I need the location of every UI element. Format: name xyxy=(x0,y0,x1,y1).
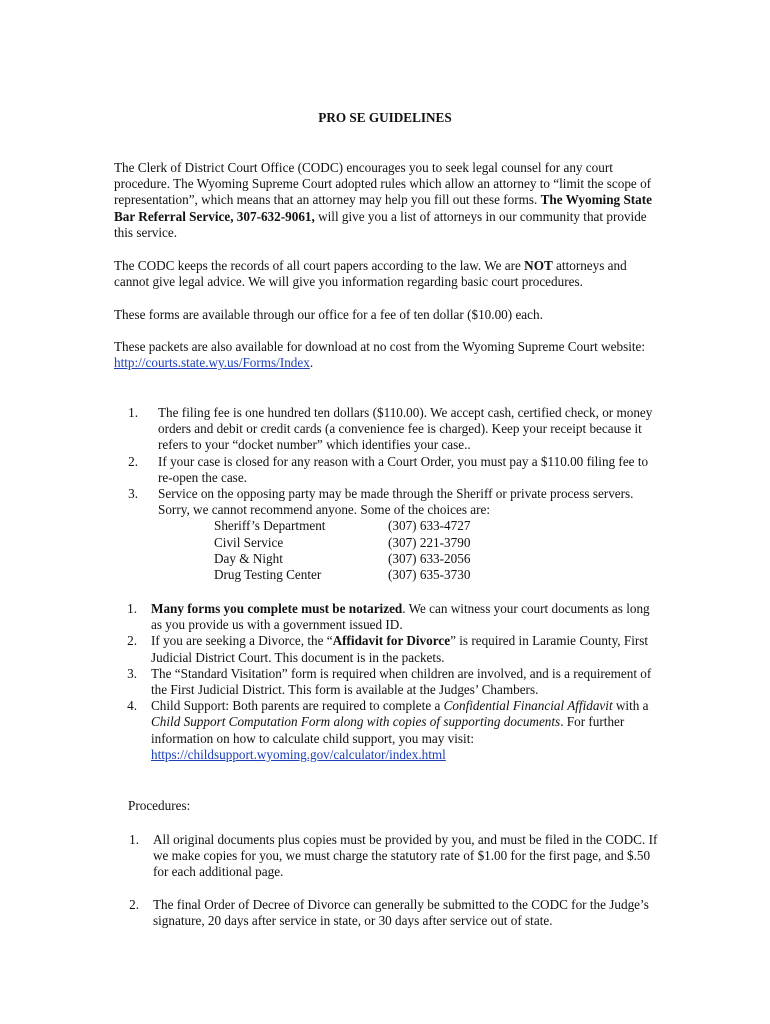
forms-website-link[interactable]: http://courts.state.wy.us/Forms/Index xyxy=(114,355,310,371)
list-item: 4. Child Support: Both parents are required to complete a Confidential Financial Affidavit with a Child Support Computation Form along with copies of supporting documents. For further information on how to calculate child support, you may visit: https://childsupport.wyoming.gov/calculator/index.html xyxy=(127,698,649,762)
fees-service-list xyxy=(128,405,658,583)
table-row: Sheriff’s Department (307) 633-4727 xyxy=(214,518,471,534)
list-item: 2. If your case is closed for any reason with a Court Order, you must pay a $110.00 filing fee to re-open the case. xyxy=(128,453,649,485)
forms-requirements-list xyxy=(127,601,656,763)
list-item: 3. The “Standard Visitation” form is required when children are involved, and is a requirement of the First Judicial District. This form is available at the Judges’ Chambers. xyxy=(127,665,652,698)
intro-paragraph-fee: These forms are available through our office for a fee of ten dollar ($10.00) each. xyxy=(114,307,543,322)
table-row: Drug Testing Center (307) 635-3730 xyxy=(214,567,471,583)
intro-paragraph-download: These packets are also available for download at no cost from the Wyoming Supreme Court website: http://courts.state.wy.us/Forms/Index. xyxy=(114,339,646,371)
list-item: 3. Service on the opposing party may be made through the Sheriff or private process servers. Sorry, we cannot recommend anyone. Some of the choices are: Sheriff’s Department (307) 633-4727 Civil Service (307) 221-3790 Day & Night (307) 633-2056 Drug Testing Center (307) 635-3730 xyxy=(128,486,634,583)
list-item: 2. The final Order of Decree of Divorce can generally be submitted to the CODC for the Judge’s signature, 20 days after service in state, or 30 days after service out of state. xyxy=(129,896,649,928)
table-row: Day & Night (307) 633-2056 xyxy=(214,550,471,566)
list-item: 1. Many forms you complete must be notarized. We can witness your court documents as long as you provide us with a government issued ID. xyxy=(127,601,650,633)
child-support-calculator-link[interactable]: https://childsupport.wyoming.gov/calculator/index.html xyxy=(151,746,446,762)
page-title: PRO SE GUIDELINES xyxy=(318,110,452,125)
bar-referral-service: The Wyoming State Bar Referral Service, 307-632-9061, xyxy=(114,192,653,224)
procedures-list xyxy=(129,832,658,929)
list-item: 1. The filing fee is one hundred ten dollars ($110.00). We accept cash, certified check, or money orders and debit or credit cards (a convenience fee is charged). Keep your receipt because it refers to your “docket number” which identifies your case.. xyxy=(128,405,653,453)
intro-paragraph-records: The CODC keeps the records of all court papers according to the law. We are NOT attorneys and cannot give legal advice. We will give you information regarding basic court procedures. xyxy=(114,258,627,290)
list-item: 2. If you are seeking a Divorce, the “Affidavit for Divorce” is required in Laramie County, First Judicial District Court. This document is in the packets. xyxy=(127,633,649,665)
intro-paragraph-legal-counsel: The Clerk of District Court Office (CODC) encourages you to seek legal counsel for any court procedure. The Wyoming Supreme Court adopted rules which allow an attorney to “limit the scope of representation”, which means that an attorney may help you fill out these forms. The Wyoming State Bar Referral Service, 307-632-9061, will give you a list of attorneys in our community that provide this service. xyxy=(114,160,653,240)
table-row: Civil Service (307) 221-3790 xyxy=(214,534,471,550)
procedures-heading: Procedures: xyxy=(128,798,191,813)
service-choices-table xyxy=(214,518,470,583)
list-item: 1. All original documents plus copies must be provided by you, and must be filed in the CODC. If we make copies for you, we must charge the statutory rate of $1.00 for the first page, and $.50 for each additional page. xyxy=(129,832,658,880)
